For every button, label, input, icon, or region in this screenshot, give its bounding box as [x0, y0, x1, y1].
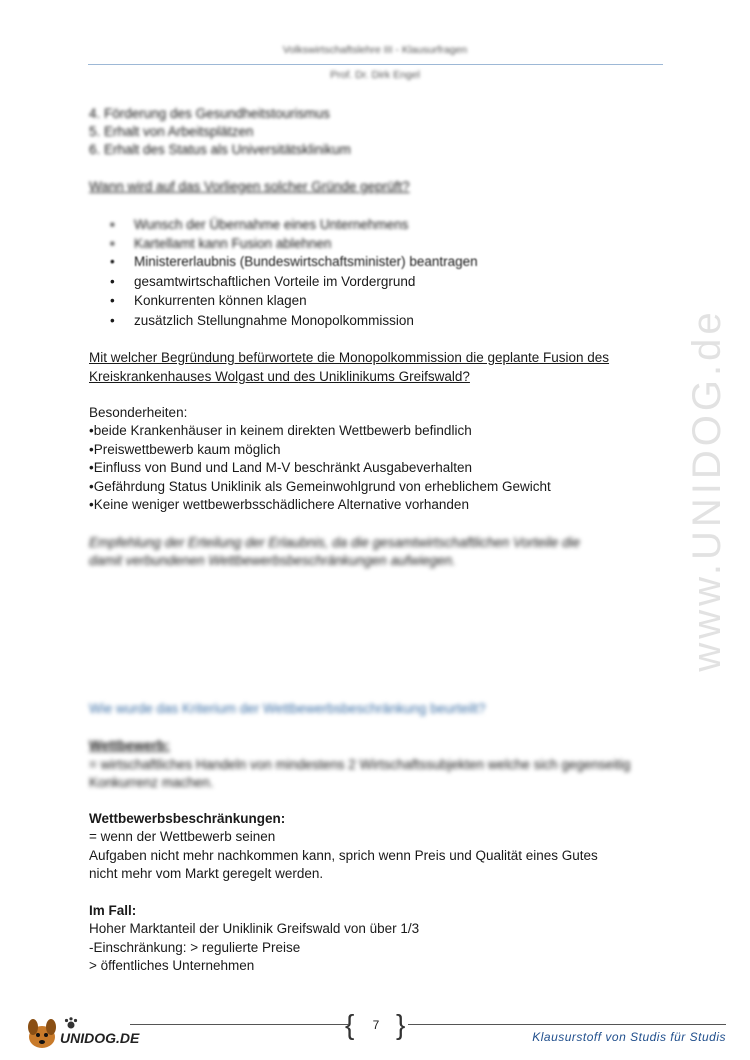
bullet-icon: • [110, 236, 115, 251]
bullet-icon: • [110, 217, 115, 232]
header-title: Volkswirtschaftslehre III - Klausurfragen [282, 44, 468, 56]
page-brace-right: } [396, 1009, 406, 1040]
section-heading: Im Fall: [89, 903, 137, 918]
bullet-item: • zusätzlich Stellungnahme Monopolkommission [110, 313, 414, 328]
bullet-icon: • [110, 313, 115, 328]
footer-slogan: Klausurstoff von Studis für Studis [532, 1030, 726, 1044]
question-heading-line1: Mit welcher Begründung befürwortete die Monopolkommission die geplante Fusion des [89, 350, 610, 365]
question-heading: Wann wird auf das Vorliegen solcher Gründe geprüft? [89, 179, 410, 194]
bullet-item: • gesamtwirtschaftlichen Vorteile im Vordergrund [110, 274, 416, 289]
numbered-item: 6. Erhalt des Status als Universitätsklinikum [89, 142, 351, 157]
footer-divider-right [408, 1024, 726, 1025]
watermark: www.UNIDOG.de [685, 308, 729, 672]
paragraph-line: = wirtschaftliches Handeln von mindestens 2 Wirtschaftssubjekten welche sich gegenseitig [89, 757, 631, 772]
list-item: •Gefährdung Status Uniklinik als Gemeinwohlgrund von erheblichem Gewicht [89, 479, 551, 494]
dog-icon [22, 1015, 62, 1051]
paragraph-line: > öffentliches Unternehmen [89, 958, 255, 973]
question-heading-line2: Kreiskrankenhauses Wolgast und des Uniklinikums Greifswald? [89, 369, 470, 384]
list-item: •Einfluss von Bund und Land M-V beschränkt Ausgabeverhalten [89, 460, 472, 475]
paragraph-line: Aufgaben nicht mehr nachkommen kann, sprich wenn Preis und Qualität eines Gutes [89, 848, 598, 863]
section-heading: Wettbewerbsbeschränkungen: [89, 811, 286, 826]
numbered-item: 5. Erhalt von Arbeitsplätzen [89, 124, 254, 139]
paragraph-line: Hoher Marktanteil der Uniklinik Greifswald von über 1/3 [89, 921, 420, 936]
logo-text: UNIDOG.DE [60, 1030, 140, 1046]
section-heading: Wettbewerb: [89, 738, 170, 753]
footer-divider-left [130, 1024, 348, 1025]
numbered-item: 4. Förderung des Gesundheitstourismus [89, 106, 330, 121]
bullet-item: • Ministererlaubnis (Bundeswirtschaftsminister) beantragen [110, 254, 478, 269]
bullet-item: • Wunsch der Übernahme eines Unternehmens [110, 217, 409, 232]
header-author: Prof. Dr. Dirk Engel [330, 69, 420, 81]
page-brace-left: { [345, 1009, 355, 1040]
header-divider [88, 64, 663, 65]
recommendation-line1: Empfehlung der Erteilung der Erlaubnis, da die gesamtwirtschaftlichen Vorteile die [89, 535, 581, 550]
paragraph-line: -Einschränkung: > regulierte Preise [89, 940, 301, 955]
list-item: •Keine weniger wettbewerbsschädlichere Alternative vorhanden [89, 497, 469, 512]
paragraph-line: Konkurrenz machen. [89, 775, 214, 790]
bullet-icon: • [110, 254, 115, 269]
paragraph-line: = wenn der Wettbewerb seinen [89, 829, 276, 844]
page-number: 7 [372, 1018, 380, 1032]
bullet-item: • Konkurrenten können klagen [110, 293, 307, 308]
paw-icon [64, 1017, 78, 1029]
list-item: •beide Krankenhäuser in keinem direkten Wettbewerb befindlich [89, 423, 472, 438]
recommendation-line2: damit verbundenen Wettbewerbsbeschränkungen aufwiegen. [89, 553, 456, 568]
list-item: •Preiswettbewerb kaum möglich [89, 442, 281, 457]
bullet-icon: • [110, 293, 115, 308]
question-heading: Wie wurde das Kriterium der Wettbewerbsbeschränkung beurteilt? [89, 701, 486, 716]
section-heading: Besonderheiten: [89, 405, 188, 420]
bullet-item: • Kartellamt kann Fusion ablehnen [110, 236, 332, 251]
paragraph-line: nicht mehr vom Markt geregelt werden. [89, 866, 324, 881]
bullet-icon: • [110, 274, 115, 289]
